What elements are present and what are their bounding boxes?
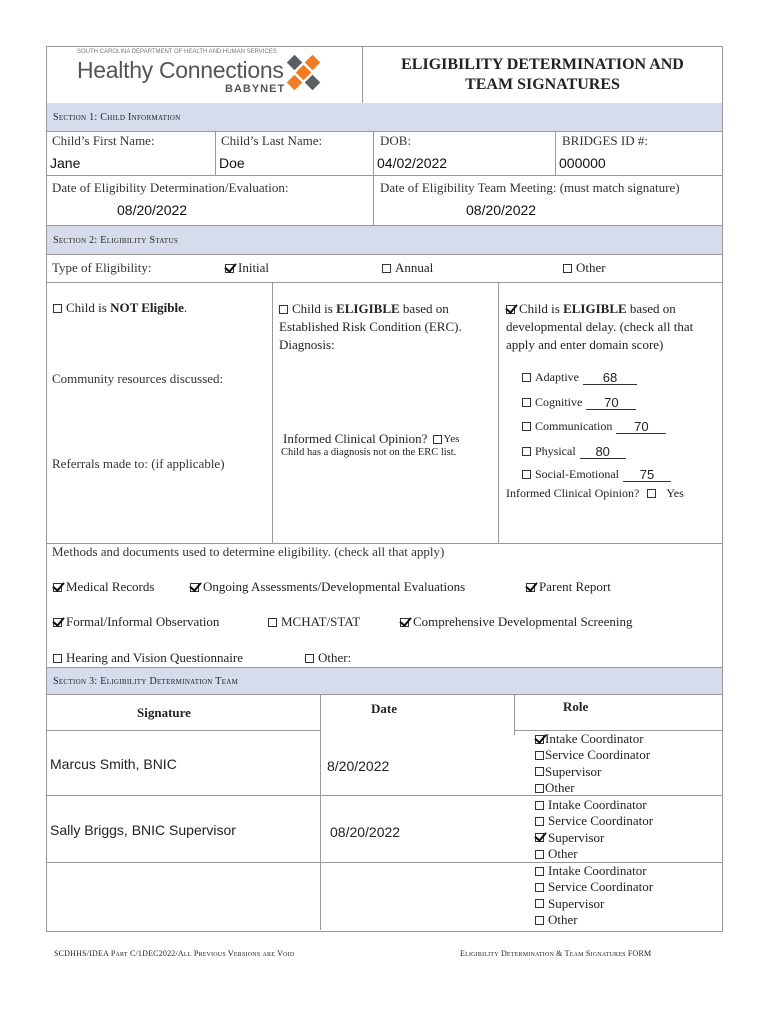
- eligibility-type-label: Type of Eligibility:: [52, 260, 152, 275]
- method-medical-records-label: Medical Records: [66, 579, 155, 594]
- row-1-signature[interactable]: Marcus Smith, BNIC: [50, 756, 177, 772]
- method-hearing-vision-label: Hearing and Vision Questionnaire: [66, 650, 243, 665]
- domain-adaptive-label: Adaptive: [535, 370, 579, 384]
- not-eligible-bold: NOT Eligible: [110, 300, 184, 315]
- bridges-label: BRIDGES ID #:: [562, 133, 648, 148]
- not-eligible-checkbox[interactable]: [53, 304, 62, 313]
- method-observation-label: Formal/Informal Observation: [66, 614, 220, 629]
- domain-adaptive-score[interactable]: 68: [583, 371, 637, 385]
- babynet-logo-icon: [287, 53, 323, 93]
- title-line-1: ELIGIBILITY DETERMINATION AND: [401, 56, 684, 73]
- row-3-signature[interactable]: [50, 888, 310, 904]
- row-1-roles: [535, 731, 650, 796]
- erc-checkbox[interactable]: [279, 305, 288, 314]
- dd-ico[interactable]: [506, 486, 684, 501]
- row-2-role-other-label: Other: [548, 845, 578, 861]
- domain-social-emotional-checkbox[interactable]: [522, 470, 531, 479]
- method-parent-report[interactable]: [526, 579, 611, 595]
- erc-ico-note: Child has a diagnosis not on the ERC list.: [281, 447, 457, 458]
- domain-cognitive-score[interactable]: 70: [586, 396, 636, 410]
- row-3-role-intake[interactable]: [535, 863, 653, 879]
- row-1-date[interactable]: 8/20/2022: [327, 758, 390, 774]
- row-3-role-intake-checkbox[interactable]: [535, 867, 544, 876]
- not-eligible-option[interactable]: [53, 300, 187, 316]
- not-eligible-post: .: [183, 300, 188, 315]
- method-other-checkbox[interactable]: [305, 654, 314, 663]
- row-2-signature[interactable]: Sally Briggs, BNIC Supervisor: [50, 822, 236, 838]
- domain-physical[interactable]: [522, 444, 626, 459]
- row-1-role-other[interactable]: [535, 780, 650, 796]
- row-3-role-other-checkbox[interactable]: [535, 916, 544, 925]
- row-1-role-supervisor[interactable]: [535, 764, 650, 780]
- role-header: Role: [563, 699, 589, 714]
- domain-adaptive[interactable]: [522, 370, 637, 385]
- dd-ico-checkbox[interactable]: [647, 489, 656, 498]
- domain-communication-checkbox[interactable]: [522, 422, 531, 431]
- method-parent-report-label: Parent Report: [539, 579, 611, 594]
- brand-text: Healthy Connections: [77, 57, 284, 83]
- row-3-role-other[interactable]: [535, 912, 653, 928]
- row-1-role-other-label: Other: [545, 779, 575, 795]
- header: [47, 47, 722, 103]
- eval-date-value[interactable]: 08/20/2022: [117, 202, 188, 218]
- row-1-role-intake[interactable]: [535, 731, 650, 747]
- row-1-role-service[interactable]: [535, 747, 650, 763]
- dd-post: based on: [626, 301, 676, 316]
- dd-checkbox[interactable]: [506, 305, 515, 314]
- domain-social-emotional-score[interactable]: 75: [623, 468, 671, 482]
- erc-line-2: Established Risk Condition (ERC).: [279, 319, 462, 334]
- method-mchat[interactable]: [268, 614, 360, 630]
- type-other-checkbox[interactable]: [563, 264, 572, 273]
- erc-ico[interactable]: [283, 431, 459, 447]
- method-developmental-screening-checkbox[interactable]: [400, 618, 409, 627]
- referrals-label: Referrals made to: (if applicable): [52, 456, 225, 471]
- bridges-value[interactable]: 000000: [559, 155, 606, 171]
- type-annual-option[interactable]: [382, 260, 433, 276]
- method-medical-records-checkbox[interactable]: [53, 583, 62, 592]
- section-1-heading: Section 1: Child Information: [47, 103, 722, 131]
- method-mchat-label: MCHAT/STAT: [281, 614, 361, 629]
- method-hearing-vision[interactable]: [53, 650, 243, 666]
- sub-brand-text: BABYNET: [225, 83, 286, 95]
- dd-line-2: developmental delay. (check all that: [506, 319, 694, 334]
- title-line-2: TEAM SIGNATURES: [465, 76, 620, 93]
- domain-cognitive-label: Cognitive: [535, 395, 583, 409]
- row-3-role-service[interactable]: [535, 879, 653, 895]
- row-3-role-supervisor[interactable]: [535, 896, 653, 912]
- date-header: Date: [371, 701, 397, 716]
- method-hearing-vision-checkbox[interactable]: [53, 654, 62, 663]
- method-developmental-screening-label: Comprehensive Developmental Screening: [413, 614, 633, 629]
- type-annual-label: Annual: [395, 260, 434, 275]
- row-2-role-supervisor-label: Supervisor: [548, 829, 605, 845]
- domain-communication[interactable]: [522, 419, 666, 434]
- signature-header: Signature: [137, 705, 191, 720]
- method-parent-report-checkbox[interactable]: [526, 583, 535, 592]
- section-2-heading: Section 2: Eligibility Status: [47, 226, 722, 254]
- domain-social-emotional-label: Social-Emotional: [535, 467, 619, 481]
- row-2-role-other[interactable]: [535, 846, 653, 862]
- type-initial-option[interactable]: [225, 260, 269, 276]
- first-name-label: Child’s First Name:: [52, 133, 155, 148]
- type-other-label: Other: [576, 260, 606, 275]
- row-3-role-service-label: Service Coordinator: [548, 879, 654, 895]
- last-name-value[interactable]: Doe: [219, 155, 245, 171]
- eval-date-label: Date of Eligibility Determination/Evaluation:: [52, 180, 289, 195]
- row-3-roles: [535, 863, 653, 928]
- row-2-role-intake-label: Intake Coordinator: [548, 797, 647, 812]
- method-observation[interactable]: [53, 614, 219, 630]
- first-name-value[interactable]: Jane: [50, 155, 81, 171]
- domain-physical-label: Physical: [535, 444, 576, 458]
- dd-ico-yes: Yes: [666, 486, 684, 500]
- method-mchat-checkbox[interactable]: [268, 618, 277, 627]
- type-initial-label: Initial: [238, 260, 270, 275]
- section-3-heading: Section 3: Eligibility Determination Team: [47, 668, 722, 694]
- erc-bold: ELIGIBLE: [336, 301, 400, 316]
- row-1-role-other-checkbox[interactable]: [535, 784, 544, 793]
- row-2-role-intake-checkbox[interactable]: [535, 801, 544, 810]
- domain-adaptive-checkbox[interactable]: [522, 373, 531, 382]
- domain-physical-score[interactable]: 80: [580, 445, 626, 459]
- row-3-role-supervisor-checkbox[interactable]: [535, 899, 544, 908]
- method-ongoing-assessments-label: Ongoing Assessments/Developmental Evaluations: [203, 579, 466, 594]
- row-2-role-supervisor[interactable]: [535, 830, 653, 846]
- dob-value[interactable]: 04/02/2022: [377, 155, 448, 171]
- method-medical-records[interactable]: [53, 579, 154, 595]
- meeting-date-label: Date of Eligibility Team Meeting: (must match signature): [380, 180, 680, 195]
- type-other-option[interactable]: [563, 260, 606, 276]
- method-ongoing-assessments[interactable]: [190, 579, 465, 595]
- dd-option[interactable]: [506, 300, 693, 354]
- not-eligible-pre: Child is: [66, 300, 111, 315]
- agency-text: SOUTH CAROLINA DEPARTMENT OF HEALTH AND HUMAN SERVICES: [77, 49, 277, 55]
- row-2-role-service-label: Service Coordinator: [548, 813, 654, 829]
- row-3-role-supervisor-label: Supervisor: [548, 895, 605, 911]
- dd-line-3: apply and enter domain score): [506, 337, 664, 352]
- last-name-label: Child’s Last Name:: [221, 133, 323, 148]
- meeting-date-value[interactable]: 08/20/2022: [466, 202, 537, 218]
- domain-communication-label: Communication: [535, 419, 613, 433]
- methods-label: Methods and documents used to determine eligibility. (check all that apply): [52, 544, 445, 559]
- row-2-date[interactable]: 08/20/2022: [330, 824, 401, 840]
- type-initial-checkbox[interactable]: [225, 264, 234, 273]
- dd-bold: ELIGIBLE: [563, 301, 627, 316]
- row-3-role-service-checkbox[interactable]: [535, 883, 544, 892]
- row-1-role-supervisor-label: Supervisor: [545, 763, 602, 779]
- footer-right: Eligibility Determination & Team Signatures FORM: [460, 949, 652, 958]
- row-2-role-service-checkbox[interactable]: [535, 817, 544, 826]
- row-2-role-service[interactable]: [535, 813, 653, 829]
- method-ongoing-assessments-checkbox[interactable]: [190, 583, 199, 592]
- dd-pre: Child is: [519, 301, 564, 316]
- row-2-role-other-checkbox[interactable]: [535, 850, 544, 859]
- erc-ico-yes: Yes: [443, 433, 460, 445]
- domain-cognitive[interactable]: [522, 395, 636, 410]
- erc-ico-checkbox[interactable]: [433, 435, 442, 444]
- erc-line-3: Diagnosis:: [279, 337, 335, 352]
- row-2-role-supervisor-checkbox[interactable]: [535, 833, 544, 842]
- row-1-role-intake-checkbox[interactable]: [535, 735, 544, 744]
- dd-ico-label: Informed Clinical Opinion?: [506, 486, 640, 500]
- method-other-label: Other:: [318, 650, 352, 665]
- method-developmental-screening[interactable]: [400, 614, 633, 630]
- row-1-role-intake-label: Intake Coordinator: [545, 731, 644, 746]
- row-3-role-other-label: Other: [548, 911, 578, 927]
- method-observation-checkbox[interactable]: [53, 618, 62, 627]
- row-1-role-service-label: Service Coordinator: [545, 747, 651, 763]
- erc-pre: Child is: [292, 301, 337, 316]
- footer-left: SCDHHS/IDEA Part C/1DEC2022/All Previous Versions are Void: [54, 949, 295, 958]
- dob-label: DOB:: [380, 133, 412, 148]
- row-2-role-intake[interactable]: [535, 797, 653, 813]
- domain-social-emotional[interactable]: [522, 467, 671, 482]
- erc-ico-label: Informed Clinical Opinion?: [283, 431, 428, 446]
- row-3-date[interactable]: [330, 890, 500, 906]
- row-1-role-service-checkbox[interactable]: [535, 751, 544, 760]
- method-other[interactable]: [305, 650, 351, 666]
- domain-communication-score[interactable]: 70: [616, 420, 666, 434]
- community-resources-label: Community resources discussed:: [52, 371, 224, 386]
- type-annual-checkbox[interactable]: [382, 264, 391, 273]
- erc-post: based on: [399, 301, 449, 316]
- erc-option[interactable]: [279, 300, 462, 354]
- row-1-role-supervisor-checkbox[interactable]: [535, 767, 544, 776]
- row-3-role-intake-label: Intake Coordinator: [548, 863, 647, 878]
- domain-physical-checkbox[interactable]: [522, 447, 531, 456]
- domain-cognitive-checkbox[interactable]: [522, 398, 531, 407]
- form-title: [363, 55, 722, 95]
- row-2-roles: [535, 797, 653, 862]
